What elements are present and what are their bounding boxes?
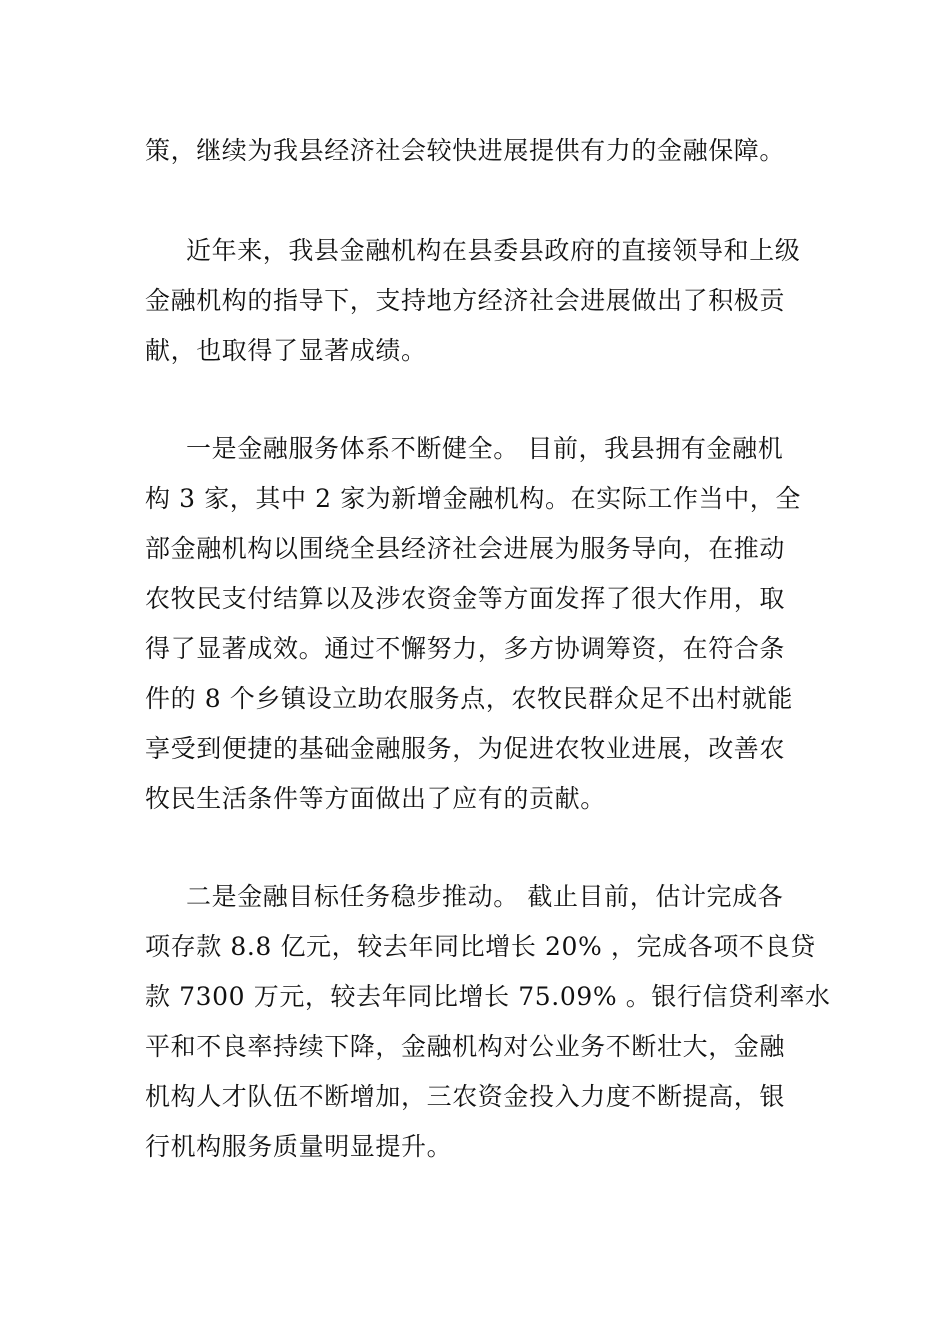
paragraph-line: 一是金融服务体系不断健全。 目前，我县拥有金融机	[186, 434, 784, 463]
paragraph-line: 近年来，我县金融机构在县委县政府的直接领导和上级	[186, 236, 801, 265]
paragraph-line: 策，继续为我县经济社会较快进展提供有力的金融保障。	[145, 136, 786, 165]
paragraph-line: 部金融机构以围绕全县经济社会进展为服务导向，在推动	[145, 534, 786, 563]
paragraph-line: 款 7300 万元，较去年同比增长 75.09% 。银行信贷利率水	[145, 982, 831, 1011]
paragraph-line: 二是金融目标任务稳步推动。 截止目前，估计完成各	[186, 882, 784, 911]
paragraph-line: 献，也取得了显著成绩。	[145, 336, 427, 365]
paragraph-line: 享受到便捷的基础金融服务，为促进农牧业进展，改善农	[145, 734, 786, 763]
paragraph-line: 机构人才队伍不断增加，三农资金投入力度不断提高，银	[145, 1082, 786, 1111]
paragraph-line: 得了显著成效。通过不懈努力，多方协调筹资，在符合条	[145, 634, 786, 663]
paragraph-line: 平和不良率持续下降，金融机构对公业务不断壮大，金融	[145, 1032, 786, 1061]
paragraph-line: 件的 8 个乡镇设立助农服务点，农牧民群众足不出村就能	[145, 684, 794, 713]
paragraph-line: 构 3 家，其中 2 家为新增金融机构。在实际工作当中，全	[145, 484, 802, 513]
paragraph-line: 行机构服务质量明显提升。	[145, 1132, 453, 1161]
paragraph-line: 牧民生活条件等方面做出了应有的贡献。	[145, 784, 606, 813]
paragraph-line: 农牧民支付结算以及涉农资金等方面发挥了很大作用，取	[145, 584, 786, 613]
paragraph-line: 项存款 8.8 亿元，较去年同比增长 20% ，完成各项不良贷	[145, 932, 816, 961]
paragraph-line: 金融机构的指导下，支持地方经济社会进展做出了积极贡	[145, 286, 786, 315]
